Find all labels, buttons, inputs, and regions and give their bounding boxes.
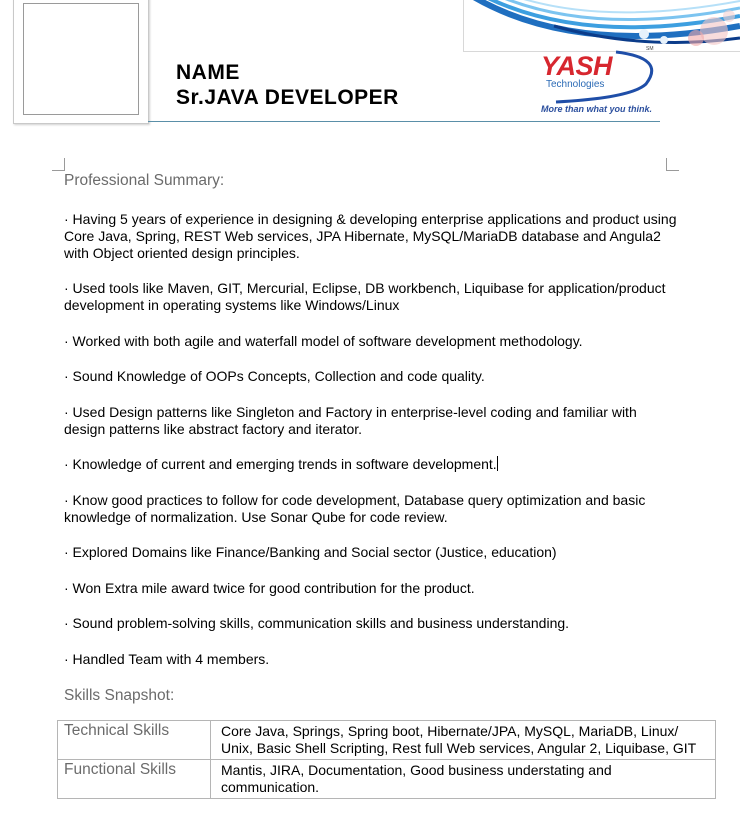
summary-item: · Sound Knowledge of OOPs Concepts, Collection and code quality. — [64, 368, 485, 384]
photo-frame — [23, 3, 139, 115]
swoosh-graphic — [464, 0, 740, 51]
summary-item-text: · Knowledge of current and emerging trends in software development. — [64, 456, 497, 472]
photo-placeholder — [13, 0, 149, 124]
summary-item: · Explored Domains like Finance/Banking and Social sector (Justice, education) — [64, 544, 557, 560]
summary-item: · Having 5 years of experience in designing & developing enterprise applications and product using Core Java, Spring, REST Web services, JPA Hibernate, MySQL/MariaDB database and Angula2 with Object oriented design principles. — [64, 211, 677, 261]
candidate-name: NAME — [176, 61, 240, 84]
company-logo — [536, 46, 666, 118]
header-divider — [148, 121, 660, 122]
summary-item: · Sound problem-solving skills, communication skills and business understanding. — [64, 615, 570, 631]
summary-item: · Won Extra mile award twice for good contribution for the product. — [64, 580, 475, 596]
skills-row-value: Mantis, JIRA, Documentation, Good business understating and communication. — [211, 760, 716, 799]
logo-swoosh-banner — [463, 0, 740, 52]
summary-item: · Handled Team with 4 members. — [64, 651, 270, 667]
text-cursor — [497, 456, 498, 471]
skills-row-label: Functional Skills — [58, 760, 211, 799]
summary-item: · Used Design patterns like Singleton and Factory in enterprise-level coding and familiar with design patterns like abstract factory and iterator. — [64, 404, 637, 437]
skills-row-label: Technical Skills — [58, 721, 211, 760]
skills-row-value: Core Java, Springs, Spring boot, Hibernate/JPA, MySQL, MariaDB, Linux/ Unix, Basic Shell Scripting, Rest full Web services, Angular 2, Liquibase, GIT — [211, 721, 716, 760]
logo-service-mark: SM — [646, 46, 654, 52]
summary-item-with-cursor[interactable] — [64, 456, 680, 473]
skills-table — [57, 720, 716, 799]
summary-item: · Worked with both agile and waterfall model of software development methodology. — [64, 333, 583, 349]
margin-corner-right — [666, 158, 679, 171]
skills-heading: Skills Snapshot: — [64, 687, 175, 704]
table-row — [58, 721, 716, 760]
summary-heading: Professional Summary: — [64, 172, 225, 189]
margin-corner-left — [52, 158, 65, 171]
summary-item: · Know good practices to follow for code development, Database query optimization and basic knowledge of normalization. Use Sonar Qube for code review. — [64, 492, 646, 525]
candidate-role: Sr.JAVA DEVELOPER — [176, 86, 399, 109]
logo-subtitle: Technologies — [546, 79, 605, 90]
logo-brand: YASH — [541, 51, 613, 81]
logo-tagline: More than what you think. — [541, 104, 653, 114]
table-row — [58, 760, 716, 799]
summary-item: · Used tools like Maven, GIT, Mercurial, Eclipse, DB workbench, Liquibase for application/product development in operating systems like Windows/Linux — [64, 280, 666, 313]
